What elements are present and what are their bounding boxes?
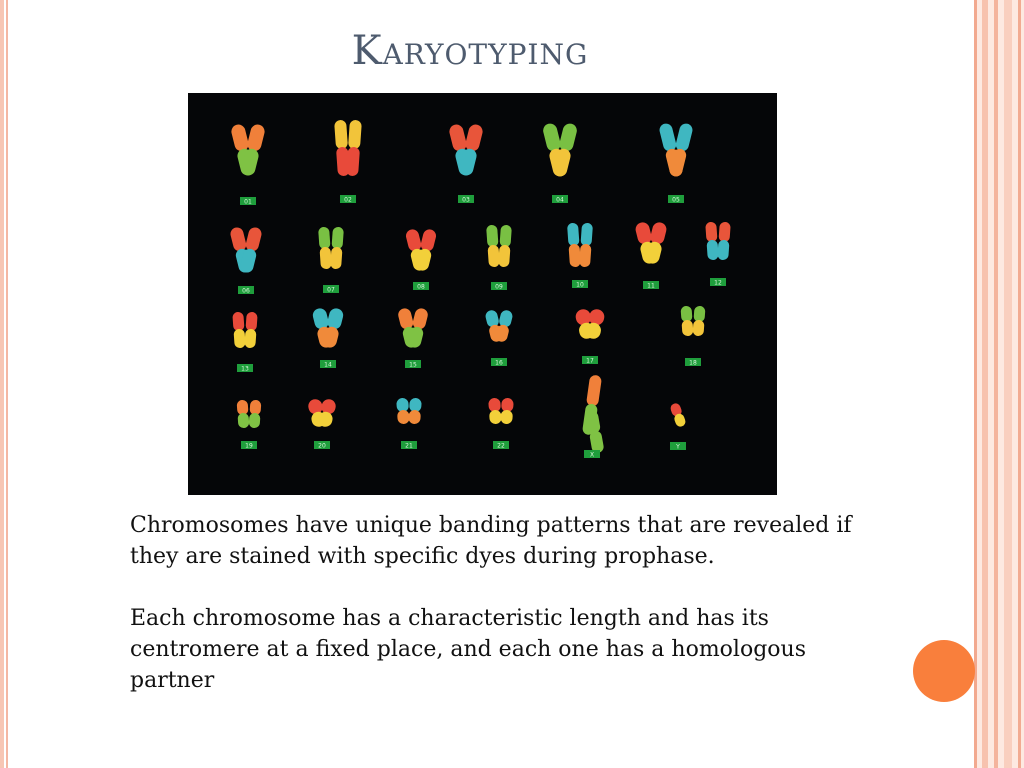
chromosome-05 [658,122,694,178]
chromosome-label: 06 [242,287,250,295]
border-stripe [982,0,988,768]
chromosome-15 [397,307,429,349]
chromosome-label: 12 [714,279,722,287]
chromosome-label: 18 [689,359,697,367]
karyotype-figure [188,93,777,495]
chromosome-label: X [589,451,595,459]
chromosome-label: 21 [405,442,413,450]
chromosome-01 [230,123,266,177]
chromosome-label: 01 [244,198,252,206]
slide-body [130,510,870,727]
border-stripe [6,0,8,768]
chromosome-label: 09 [495,283,503,291]
chromosome-14 [311,307,344,349]
chromosome-label: 14 [324,361,332,369]
right-decorative-border [974,0,1024,768]
chromosome-08 [405,228,438,272]
chromosome-06 [229,226,263,274]
chromosome-label: 17 [586,357,594,365]
chromosome-11 [634,221,668,265]
slide-title: Karyotyping [351,28,589,74]
border-stripe [974,0,977,768]
chromosome-16 [484,309,513,343]
chromosome-20 [307,398,337,429]
chromosome-label: 19 [245,442,253,450]
chromosome-label: 07 [327,286,335,294]
chromosome-label: 04 [556,196,564,204]
chromosome-label: 20 [318,442,326,450]
chromosome-19 [237,400,262,429]
accent-circle [913,640,975,702]
border-stripe [0,0,4,768]
chromosome-label: 11 [647,282,655,290]
chromosome-18 [680,306,705,337]
karyotype-image [188,93,777,495]
left-decorative-border [0,0,12,768]
chromosome-label: 03 [462,196,470,204]
chromosome-22 [488,398,514,425]
chromosome-Y [669,402,687,428]
chromosome-21 [396,398,422,425]
chromosome-label: 15 [409,361,417,369]
chromosome-13 [232,312,257,349]
chromosome-label: 02 [344,196,352,204]
chromosome-02 [334,120,362,177]
chromosome-label: 08 [417,283,425,291]
paragraph-homologous: Each chromosome has a characteristic length and has its centromere at a fixed place, and each one has a homologous partner [130,606,806,693]
border-stripe [994,0,998,768]
paragraph-banding: Chromosomes have unique banding patterns that are revealed if they are stained with specific dyes during prophase. [130,513,852,569]
border-stripe [1004,0,1012,768]
chromosome-10 [567,223,593,268]
chromosome-12 [705,222,731,261]
chromosome-label: 13 [241,365,249,373]
chromosome-label: Y [676,443,680,451]
chromosome-09 [486,225,512,268]
chromosome-label: 22 [497,442,505,450]
chromosome-03 [448,123,484,177]
chromosome-17 [574,308,606,341]
chromosome-07 [318,227,344,270]
chromosome-label: 16 [495,359,503,367]
chromosome-label: 05 [672,196,680,204]
chromosome-X [582,374,605,453]
chromosome-04 [542,122,579,178]
border-stripe [1018,0,1021,768]
chromosome-label: 10 [576,281,584,289]
